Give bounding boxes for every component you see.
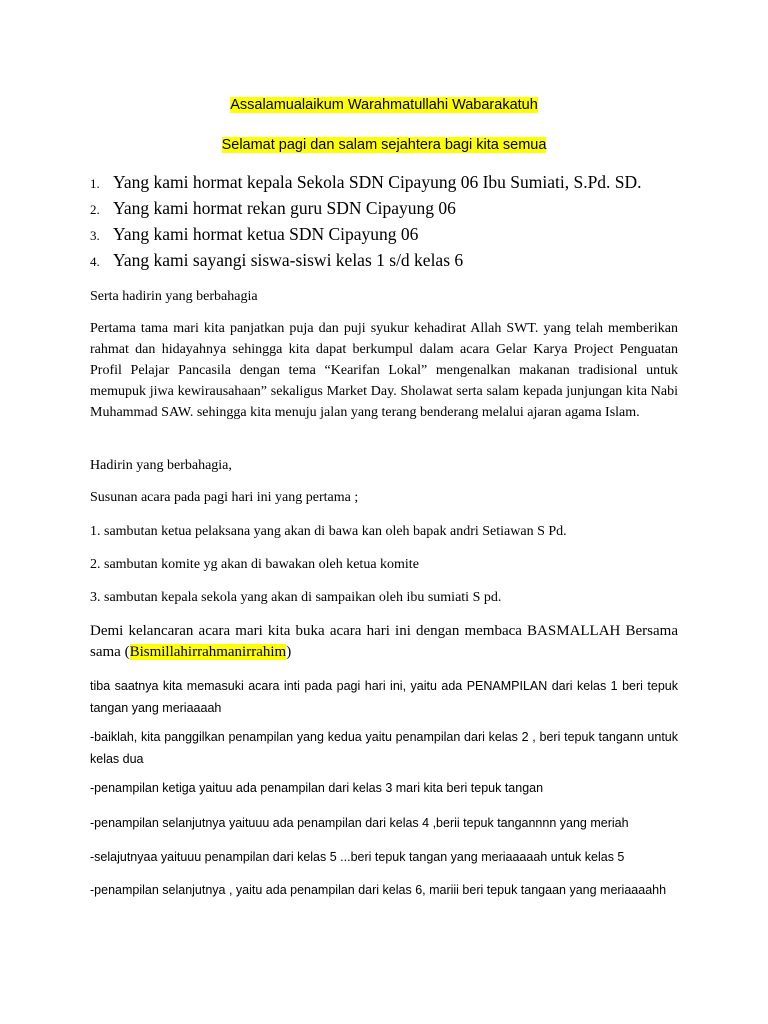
sambutan-item-2: 2. sambutan komite yg akan di bawakan oleh ketua komite xyxy=(90,557,419,572)
performance-item: -penampilan selanjutnya yaituuu ada penampilan dari kelas 4 ,berii tepuk tangannnn yang meriah xyxy=(90,816,629,830)
hadirin-paragraph: Hadirin yang berbahagia, xyxy=(90,458,232,473)
opening-greeting-text: Assalamualaikum Warahmatullahi Wabarakatuh xyxy=(230,97,538,113)
sambutan-item-1: 1. sambutan ketua pelaksana yang akan di bawa kan oleh bapak andri Setiawan S Pd. xyxy=(90,524,567,539)
respect-list-item: 4. Yang kami sayangi siswa-siswi kelas 1 s/d kelas 6 xyxy=(90,250,464,270)
performance-item: -selajutnyaa yaituuu penampilan dari kelas 5 ...beri tepuk tangan yang meriaaaaah untuk kelas 5 xyxy=(90,850,625,864)
respect-list-item: 1. Yang kami hormat kepala Sekola SDN Cipayung 06 Ibu Sumiati, S.Pd. SD. xyxy=(90,172,642,192)
respect-list xyxy=(90,170,730,274)
performance-item: tiba saatnya kita memasuki acara inti pada pagi hari ini, yaitu ada PENAMPILAN dari kelas 1 beri tepuk tangan yang meriaaaah xyxy=(90,679,678,715)
sambutan-item-3: 3. sambutan kepala sekola yang akan di sampaikan oleh ibu sumiati S pd. xyxy=(90,590,502,605)
salutation-greeting-text: Selamat pagi dan salam sejahtera bagi kita semua xyxy=(221,137,547,153)
susunan-acara-paragraph: Susunan acara pada pagi hari ini yang pertama ; xyxy=(90,490,359,505)
opening-greeting xyxy=(0,96,768,114)
respect-list-item: 2. Yang kami hormat rekan guru SDN Cipayung 06 xyxy=(90,198,456,218)
respect-list-item: 3. Yang kami hormat ketua SDN Cipayung 06 xyxy=(90,224,419,244)
basmallah-paragraph: Demi kelancaran acara mari kita buka acara hari ini dengan membaca BASMALLAH Bersama sama (Bismillahirrahmanirrahim) xyxy=(90,623,678,660)
pertama-paragraph: Pertama tama mari kita panjatkan puja dan puji syukur kehadirat Allah SWT. yang telah memberikan rahmat dan hidayahnya sehingga kita dapat berkumpul dalam acara Gelar Karya Project Penguatan Profil Pelajar Pancasila dengan tema “Kearifan Lokal” mengenalkan makanan tradisional untuk memupuk jiwa kewirausahaan” sekaligus Market Day. Sholawat serta salam kepada junjungan kita Nabi Muhammad SAW. sehingga kita menuju jalan yang terang benderang melalui ajaran agama Islam. xyxy=(90,321,678,420)
performance-item: -baiklah, kita panggilkan penampilan yang kedua yaitu penampilan dari kelas 2 , beri tepuk tangann untuk kelas dua xyxy=(90,730,678,766)
performance-item: -penampilan ketiga yaituu ada penampilan dari kelas 3 mari kita beri tepuk tangan xyxy=(90,781,544,795)
salutation-greeting xyxy=(0,136,768,154)
serta-hadirin-paragraph: Serta hadirin yang berbahagia xyxy=(90,289,258,304)
basmallah-highlight: Bismillahirrahmanirrahim xyxy=(129,644,287,660)
performance-item: -penampilan selanjutnya , yaitu ada penampilan dari kelas 6, mariii beri tepuk tangaan yang meriaaaahh xyxy=(90,883,667,897)
